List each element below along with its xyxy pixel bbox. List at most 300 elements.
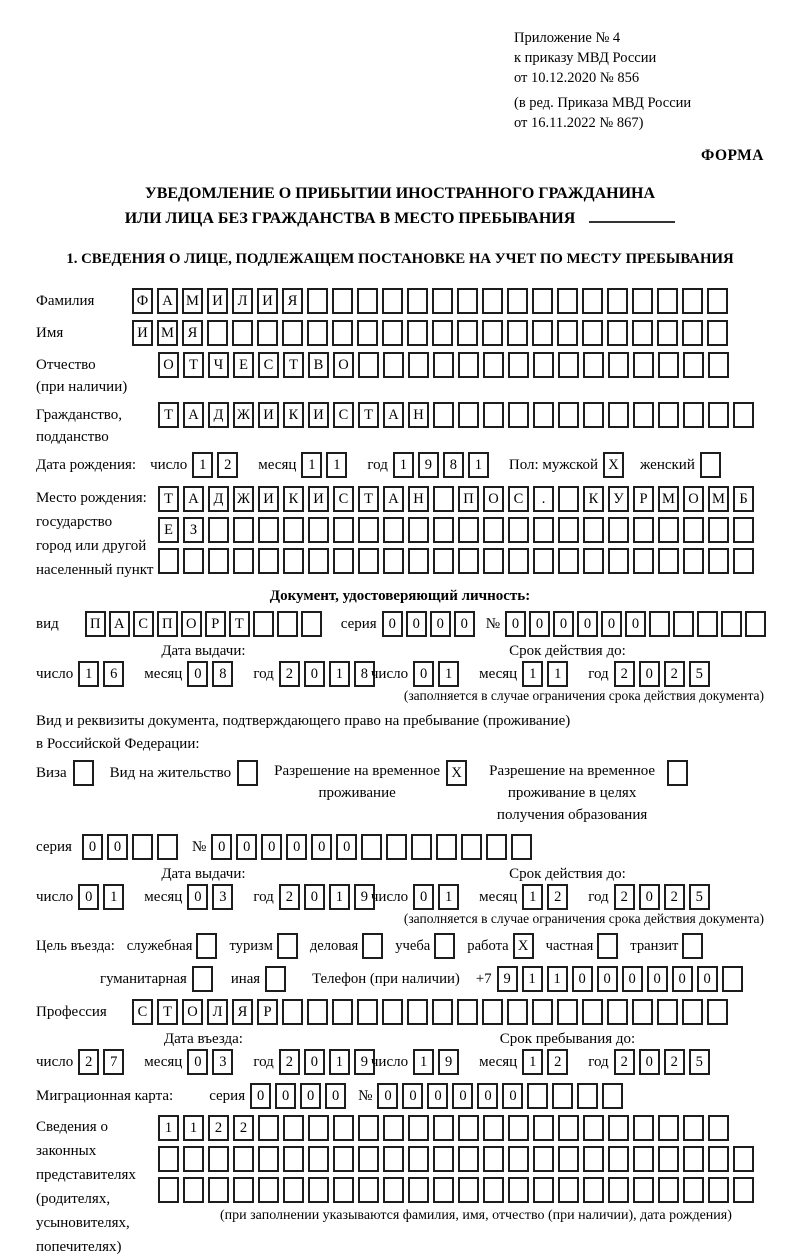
- char-box[interactable]: [183, 548, 204, 574]
- char-box[interactable]: [158, 548, 179, 574]
- char-box[interactable]: [282, 999, 303, 1025]
- char-box[interactable]: [207, 320, 228, 346]
- char-box[interactable]: [608, 548, 629, 574]
- char-box[interactable]: [552, 1083, 573, 1109]
- char-box[interactable]: 0: [336, 834, 357, 860]
- char-box[interactable]: А: [109, 611, 130, 637]
- char-box[interactable]: [258, 1115, 279, 1141]
- char-box[interactable]: 1: [183, 1115, 204, 1141]
- char-box[interactable]: [508, 1115, 529, 1141]
- char-box[interactable]: [73, 760, 94, 786]
- char-box[interactable]: 0: [639, 661, 660, 687]
- char-box[interactable]: [508, 1146, 529, 1172]
- char-box[interactable]: [407, 288, 428, 314]
- char-box[interactable]: 1: [393, 452, 414, 478]
- char-box[interactable]: [433, 1115, 454, 1141]
- char-box[interactable]: [408, 1115, 429, 1141]
- char-box[interactable]: С: [133, 611, 154, 637]
- char-box[interactable]: 0: [236, 834, 257, 860]
- char-box[interactable]: [507, 320, 528, 346]
- char-box[interactable]: К: [283, 402, 304, 428]
- char-box[interactable]: [408, 548, 429, 574]
- char-box[interactable]: [383, 1177, 404, 1203]
- char-box[interactable]: К: [283, 486, 304, 512]
- char-box[interactable]: 2: [664, 1049, 685, 1075]
- char-box[interactable]: [258, 548, 279, 574]
- char-box[interactable]: [708, 1177, 729, 1203]
- char-box[interactable]: [433, 352, 454, 378]
- char-box[interactable]: [558, 1146, 579, 1172]
- char-box[interactable]: [633, 1146, 654, 1172]
- char-box[interactable]: [458, 1146, 479, 1172]
- char-box[interactable]: [457, 288, 478, 314]
- char-box[interactable]: М: [157, 320, 178, 346]
- char-box[interactable]: [721, 611, 742, 637]
- char-box[interactable]: М: [708, 486, 729, 512]
- char-box[interactable]: 7: [103, 1049, 124, 1075]
- char-box[interactable]: Л: [207, 999, 228, 1025]
- char-box[interactable]: 0: [672, 966, 693, 992]
- char-box[interactable]: [577, 1083, 598, 1109]
- char-box[interactable]: [232, 320, 253, 346]
- char-box[interactable]: [557, 999, 578, 1025]
- char-box[interactable]: [511, 834, 532, 860]
- char-box[interactable]: [358, 548, 379, 574]
- char-box[interactable]: 0: [286, 834, 307, 860]
- char-box[interactable]: Т: [157, 999, 178, 1025]
- char-box[interactable]: [433, 1177, 454, 1203]
- char-box[interactable]: Т: [158, 486, 179, 512]
- char-box[interactable]: [358, 1177, 379, 1203]
- char-box[interactable]: [458, 352, 479, 378]
- char-box[interactable]: [597, 933, 618, 959]
- char-box[interactable]: [683, 1146, 704, 1172]
- char-box[interactable]: [233, 1146, 254, 1172]
- char-box[interactable]: [608, 352, 629, 378]
- char-box[interactable]: [433, 1146, 454, 1172]
- char-box[interactable]: 0: [553, 611, 574, 637]
- char-box[interactable]: 5: [689, 661, 710, 687]
- char-box[interactable]: [683, 548, 704, 574]
- char-box[interactable]: 0: [477, 1083, 498, 1109]
- char-box[interactable]: [436, 834, 457, 860]
- char-box[interactable]: Т: [229, 611, 250, 637]
- char-box[interactable]: [382, 288, 403, 314]
- char-box[interactable]: С: [508, 486, 529, 512]
- char-box[interactable]: Р: [257, 999, 278, 1025]
- char-box[interactable]: К: [583, 486, 604, 512]
- char-box[interactable]: О: [333, 352, 354, 378]
- char-box[interactable]: [307, 999, 328, 1025]
- char-box[interactable]: [383, 1146, 404, 1172]
- char-box[interactable]: [433, 517, 454, 543]
- char-box[interactable]: У: [608, 486, 629, 512]
- char-box[interactable]: О: [683, 486, 704, 512]
- char-box[interactable]: 9: [354, 884, 375, 910]
- char-box[interactable]: С: [333, 486, 354, 512]
- char-box[interactable]: [486, 834, 507, 860]
- char-box[interactable]: [707, 999, 728, 1025]
- char-box[interactable]: [233, 517, 254, 543]
- char-box[interactable]: [658, 1177, 679, 1203]
- char-box[interactable]: Ч: [208, 352, 229, 378]
- char-box[interactable]: [383, 548, 404, 574]
- char-box[interactable]: [483, 402, 504, 428]
- char-box[interactable]: [707, 320, 728, 346]
- char-box[interactable]: [633, 517, 654, 543]
- char-box[interactable]: [277, 611, 298, 637]
- char-box[interactable]: 2: [547, 884, 568, 910]
- char-box[interactable]: 0: [304, 1049, 325, 1075]
- char-box[interactable]: [532, 288, 553, 314]
- char-box[interactable]: [602, 1083, 623, 1109]
- char-box[interactable]: [386, 834, 407, 860]
- char-box[interactable]: [357, 320, 378, 346]
- char-box[interactable]: [308, 517, 329, 543]
- char-box[interactable]: [532, 320, 553, 346]
- char-box[interactable]: [557, 288, 578, 314]
- char-box[interactable]: [608, 517, 629, 543]
- char-box[interactable]: [649, 611, 670, 637]
- char-box[interactable]: [682, 320, 703, 346]
- char-box[interactable]: 0: [107, 834, 128, 860]
- char-box[interactable]: П: [157, 611, 178, 637]
- char-box[interactable]: [333, 1115, 354, 1141]
- char-box[interactable]: 0: [187, 1049, 208, 1075]
- char-box[interactable]: Л: [232, 288, 253, 314]
- char-box[interactable]: 0: [78, 884, 99, 910]
- char-box[interactable]: [132, 834, 153, 860]
- char-box[interactable]: [558, 1177, 579, 1203]
- char-box[interactable]: [733, 548, 754, 574]
- char-box[interactable]: 0: [304, 661, 325, 687]
- char-box[interactable]: О: [158, 352, 179, 378]
- char-box[interactable]: 0: [505, 611, 526, 637]
- char-box[interactable]: 0: [572, 966, 593, 992]
- char-box[interactable]: 0: [601, 611, 622, 637]
- char-box[interactable]: [533, 352, 554, 378]
- char-box[interactable]: 1: [192, 452, 213, 478]
- char-box[interactable]: 1: [329, 884, 350, 910]
- char-box[interactable]: М: [658, 486, 679, 512]
- char-box[interactable]: [357, 288, 378, 314]
- char-box[interactable]: А: [157, 288, 178, 314]
- char-box[interactable]: 2: [279, 1049, 300, 1075]
- char-box[interactable]: 0: [300, 1083, 321, 1109]
- char-box[interactable]: [508, 352, 529, 378]
- char-box[interactable]: [432, 288, 453, 314]
- char-box[interactable]: 0: [275, 1083, 296, 1109]
- char-box[interactable]: [458, 402, 479, 428]
- char-box[interactable]: 1: [438, 884, 459, 910]
- char-box[interactable]: X: [603, 452, 624, 478]
- char-box[interactable]: [708, 1115, 729, 1141]
- char-box[interactable]: [458, 517, 479, 543]
- char-box[interactable]: [708, 352, 729, 378]
- char-box[interactable]: [608, 402, 629, 428]
- char-box[interactable]: Т: [283, 352, 304, 378]
- char-box[interactable]: 6: [103, 661, 124, 687]
- char-box[interactable]: [483, 517, 504, 543]
- char-box[interactable]: 0: [304, 884, 325, 910]
- char-box[interactable]: [533, 402, 554, 428]
- char-box[interactable]: 8: [443, 452, 464, 478]
- char-box[interactable]: 9: [438, 1049, 459, 1075]
- char-box[interactable]: 2: [233, 1115, 254, 1141]
- char-box[interactable]: .: [533, 486, 554, 512]
- char-box[interactable]: 1: [468, 452, 489, 478]
- char-box[interactable]: [333, 548, 354, 574]
- char-box[interactable]: 0: [250, 1083, 271, 1109]
- char-box[interactable]: [658, 1146, 679, 1172]
- char-box[interactable]: [708, 1146, 729, 1172]
- char-box[interactable]: [283, 1115, 304, 1141]
- char-box[interactable]: [527, 1083, 548, 1109]
- char-box[interactable]: [461, 834, 482, 860]
- char-box[interactable]: [333, 1146, 354, 1172]
- char-box[interactable]: А: [383, 486, 404, 512]
- char-box[interactable]: 0: [529, 611, 550, 637]
- char-box[interactable]: [361, 834, 382, 860]
- char-box[interactable]: Е: [233, 352, 254, 378]
- char-box[interactable]: [683, 517, 704, 543]
- char-box[interactable]: [657, 999, 678, 1025]
- char-box[interactable]: И: [308, 486, 329, 512]
- char-box[interactable]: [533, 1177, 554, 1203]
- char-box[interactable]: [682, 288, 703, 314]
- char-box[interactable]: [283, 1177, 304, 1203]
- char-box[interactable]: [657, 288, 678, 314]
- char-box[interactable]: [332, 999, 353, 1025]
- char-box[interactable]: Ж: [233, 486, 254, 512]
- char-box[interactable]: Д: [208, 486, 229, 512]
- char-box[interactable]: 0: [311, 834, 332, 860]
- char-box[interactable]: [411, 834, 432, 860]
- char-box[interactable]: [408, 352, 429, 378]
- char-box[interactable]: 1: [103, 884, 124, 910]
- char-box[interactable]: [682, 999, 703, 1025]
- char-box[interactable]: 0: [430, 611, 451, 637]
- char-box[interactable]: [457, 999, 478, 1025]
- char-box[interactable]: [633, 1177, 654, 1203]
- char-box[interactable]: Т: [183, 352, 204, 378]
- char-box[interactable]: А: [183, 402, 204, 428]
- char-box[interactable]: X: [513, 933, 534, 959]
- char-box[interactable]: 0: [413, 661, 434, 687]
- char-box[interactable]: Р: [205, 611, 226, 637]
- char-box[interactable]: 1: [522, 661, 543, 687]
- char-box[interactable]: [433, 486, 454, 512]
- char-box[interactable]: 0: [639, 884, 660, 910]
- char-box[interactable]: [667, 760, 688, 786]
- char-box[interactable]: Ж: [233, 402, 254, 428]
- char-box[interactable]: Д: [208, 402, 229, 428]
- char-box[interactable]: [683, 1115, 704, 1141]
- char-box[interactable]: Т: [158, 402, 179, 428]
- char-box[interactable]: [434, 933, 455, 959]
- char-box[interactable]: [583, 352, 604, 378]
- char-box[interactable]: [258, 1177, 279, 1203]
- char-box[interactable]: [582, 320, 603, 346]
- char-box[interactable]: 0: [454, 611, 475, 637]
- char-box[interactable]: [583, 1115, 604, 1141]
- char-box[interactable]: 5: [689, 884, 710, 910]
- char-box[interactable]: [608, 1115, 629, 1141]
- char-box[interactable]: 0: [639, 1049, 660, 1075]
- char-box[interactable]: И: [308, 402, 329, 428]
- char-box[interactable]: И: [257, 288, 278, 314]
- char-box[interactable]: [308, 1146, 329, 1172]
- char-box[interactable]: [258, 517, 279, 543]
- char-box[interactable]: 1: [326, 452, 347, 478]
- char-box[interactable]: [632, 999, 653, 1025]
- char-box[interactable]: 9: [354, 1049, 375, 1075]
- char-box[interactable]: [408, 1177, 429, 1203]
- char-box[interactable]: [358, 517, 379, 543]
- char-box[interactable]: [382, 999, 403, 1025]
- char-box[interactable]: Я: [282, 288, 303, 314]
- char-box[interactable]: 2: [664, 661, 685, 687]
- char-box[interactable]: [237, 760, 258, 786]
- char-box[interactable]: [407, 320, 428, 346]
- char-box[interactable]: И: [258, 402, 279, 428]
- char-box[interactable]: [457, 320, 478, 346]
- char-box[interactable]: [722, 966, 743, 992]
- char-box[interactable]: [658, 517, 679, 543]
- char-box[interactable]: [483, 1115, 504, 1141]
- char-box[interactable]: Я: [232, 999, 253, 1025]
- char-box[interactable]: [507, 288, 528, 314]
- char-box[interactable]: М: [182, 288, 203, 314]
- char-box[interactable]: И: [207, 288, 228, 314]
- char-box[interactable]: [558, 402, 579, 428]
- char-box[interactable]: [332, 320, 353, 346]
- char-box[interactable]: [483, 352, 504, 378]
- char-box[interactable]: [508, 517, 529, 543]
- char-box[interactable]: 0: [402, 1083, 423, 1109]
- char-box[interactable]: [683, 1177, 704, 1203]
- char-box[interactable]: О: [181, 611, 202, 637]
- char-box[interactable]: [733, 402, 754, 428]
- char-box[interactable]: [608, 1146, 629, 1172]
- char-box[interactable]: [158, 1146, 179, 1172]
- char-box[interactable]: [532, 999, 553, 1025]
- char-box[interactable]: 0: [413, 884, 434, 910]
- char-box[interactable]: С: [333, 402, 354, 428]
- char-box[interactable]: [558, 486, 579, 512]
- char-box[interactable]: [208, 1177, 229, 1203]
- char-box[interactable]: [683, 352, 704, 378]
- char-box[interactable]: [482, 999, 503, 1025]
- char-box[interactable]: 1: [301, 452, 322, 478]
- char-box[interactable]: З: [183, 517, 204, 543]
- char-box[interactable]: 5: [689, 1049, 710, 1075]
- char-box[interactable]: [332, 288, 353, 314]
- char-box[interactable]: 0: [647, 966, 668, 992]
- char-box[interactable]: [682, 933, 703, 959]
- char-box[interactable]: [708, 402, 729, 428]
- char-box[interactable]: [357, 999, 378, 1025]
- char-box[interactable]: [745, 611, 766, 637]
- char-box[interactable]: X: [446, 760, 467, 786]
- char-box[interactable]: [257, 320, 278, 346]
- char-box[interactable]: [157, 834, 178, 860]
- char-box[interactable]: [253, 611, 274, 637]
- char-box[interactable]: [607, 999, 628, 1025]
- char-box[interactable]: [673, 611, 694, 637]
- char-box[interactable]: [333, 1177, 354, 1203]
- char-box[interactable]: [433, 402, 454, 428]
- char-box[interactable]: [583, 548, 604, 574]
- char-box[interactable]: Я: [182, 320, 203, 346]
- char-box[interactable]: 3: [212, 884, 233, 910]
- char-box[interactable]: 0: [382, 611, 403, 637]
- char-box[interactable]: В: [308, 352, 329, 378]
- char-box[interactable]: [708, 517, 729, 543]
- char-box[interactable]: [632, 320, 653, 346]
- char-box[interactable]: 1: [78, 661, 99, 687]
- char-box[interactable]: 0: [577, 611, 598, 637]
- char-box[interactable]: [583, 402, 604, 428]
- char-box[interactable]: [407, 999, 428, 1025]
- char-box[interactable]: [607, 288, 628, 314]
- char-box[interactable]: [558, 548, 579, 574]
- char-box[interactable]: И: [132, 320, 153, 346]
- char-box[interactable]: [558, 352, 579, 378]
- char-box[interactable]: [408, 1146, 429, 1172]
- char-box[interactable]: [658, 402, 679, 428]
- char-box[interactable]: [583, 1177, 604, 1203]
- char-box[interactable]: 0: [187, 661, 208, 687]
- char-box[interactable]: Б: [733, 486, 754, 512]
- char-box[interactable]: 2: [279, 884, 300, 910]
- char-box[interactable]: [362, 933, 383, 959]
- char-box[interactable]: [258, 1146, 279, 1172]
- char-box[interactable]: А: [183, 486, 204, 512]
- char-box[interactable]: Е: [158, 517, 179, 543]
- char-box[interactable]: А: [383, 402, 404, 428]
- char-box[interactable]: [307, 288, 328, 314]
- char-box[interactable]: 0: [211, 834, 232, 860]
- char-box[interactable]: 2: [78, 1049, 99, 1075]
- char-box[interactable]: [382, 320, 403, 346]
- char-box[interactable]: 8: [212, 661, 233, 687]
- char-box[interactable]: 1: [547, 966, 568, 992]
- char-box[interactable]: [483, 1146, 504, 1172]
- char-box[interactable]: [557, 320, 578, 346]
- char-box[interactable]: [458, 1115, 479, 1141]
- char-box[interactable]: [308, 1115, 329, 1141]
- char-box[interactable]: [533, 1115, 554, 1141]
- char-box[interactable]: [432, 320, 453, 346]
- char-box[interactable]: [607, 320, 628, 346]
- char-box[interactable]: И: [258, 486, 279, 512]
- char-box[interactable]: 0: [325, 1083, 346, 1109]
- char-box[interactable]: [383, 352, 404, 378]
- char-box[interactable]: 0: [622, 966, 643, 992]
- char-box[interactable]: 1: [329, 1049, 350, 1075]
- char-box[interactable]: Н: [408, 402, 429, 428]
- char-box[interactable]: [458, 1177, 479, 1203]
- char-box[interactable]: 2: [614, 884, 635, 910]
- char-box[interactable]: [633, 402, 654, 428]
- char-box[interactable]: 0: [187, 884, 208, 910]
- char-box[interactable]: 2: [614, 1049, 635, 1075]
- char-box[interactable]: [358, 352, 379, 378]
- char-box[interactable]: [482, 288, 503, 314]
- char-box[interactable]: [583, 1146, 604, 1172]
- char-box[interactable]: [233, 1177, 254, 1203]
